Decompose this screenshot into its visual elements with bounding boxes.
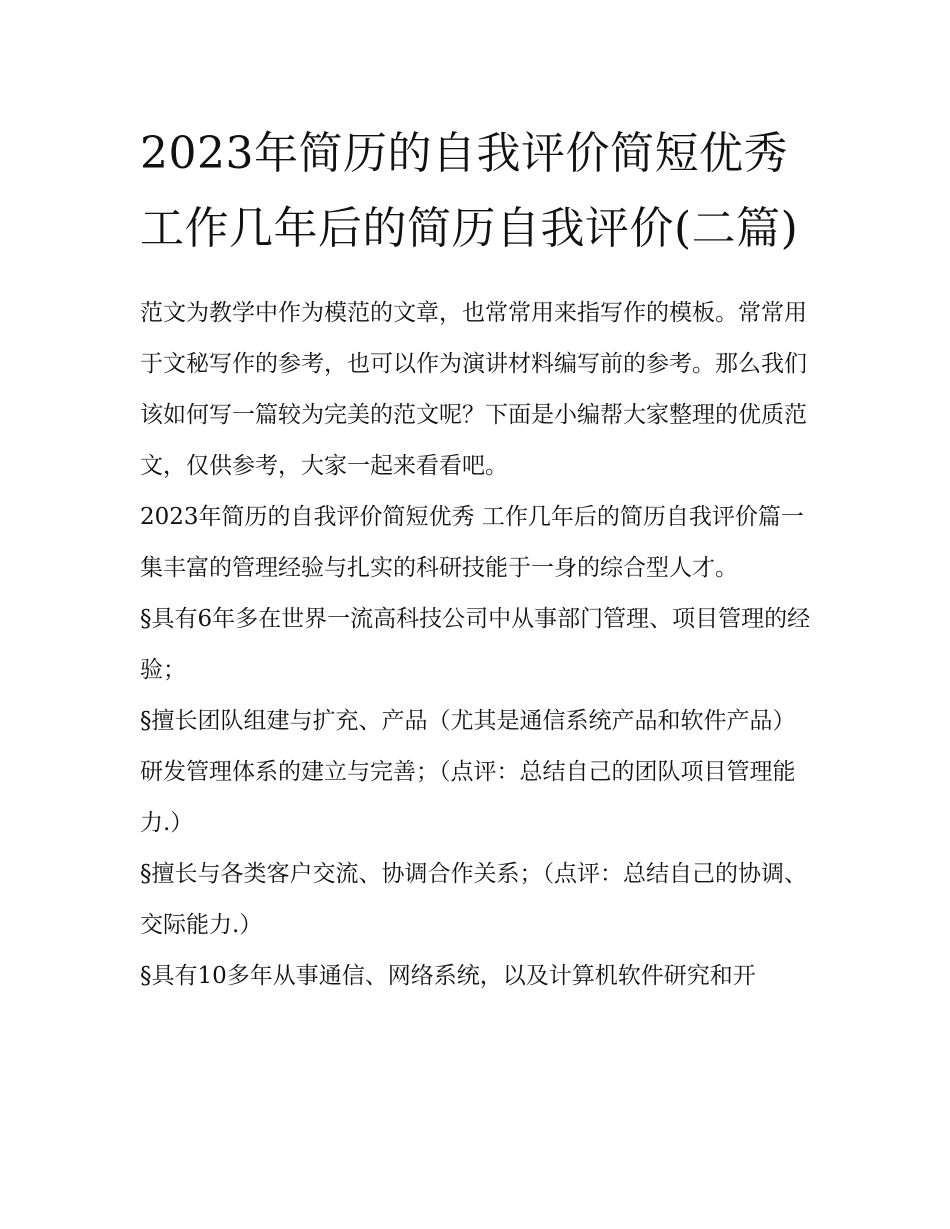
document-title: 2023年简历的自我评价简短优秀 工作几年后的简历自我评价(二篇) — [140, 128, 799, 254]
intro-paragraph: 范文为教学中作为模范的文章，也常常用来指写作的模板。常常用于文秘写作的参考，也可以作为演讲材料编写前的参考。那么我们该如何写一篇较为完美的范文呢？下面是小编帮大家整理的优质范文，仅供参考，大家一起来看看吧。 — [140, 300, 807, 479]
document-body — [140, 116, 816, 1002]
bullet-team-building: §擅长团队组建与扩充、产品（尤其是通信系统产品和软件产品）研发管理体系的建立与完善；（点评：总结自己的团队项目管理能力.） — [140, 708, 796, 836]
bullet-client-communication: §擅长与各类客户交流、协调合作关系；（点评：总结自己的协调、交际能力.） — [140, 861, 807, 938]
section-heading-paragraph: 2023年简历的自我评价简短优秀 工作几年后的简历自我评价篇一 集丰富的管理经验与扎实的科研技能于一身的综合型人才。 — [140, 504, 804, 581]
bullet-research-experience: §具有10多年从事通信、网络系统，以及计算机软件研究和开 — [140, 963, 756, 989]
bullet-management-experience: §具有6年多在世界一流高科技公司中从事部门管理、项目管理的经验； — [140, 606, 811, 683]
